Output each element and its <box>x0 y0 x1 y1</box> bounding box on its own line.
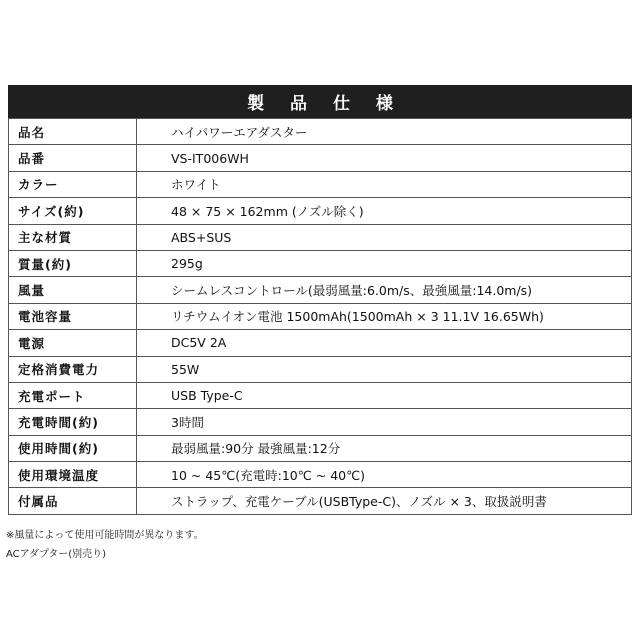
row-label: 充電ポート <box>9 382 137 408</box>
row-label: 質量(約) <box>9 250 137 276</box>
row-value: ハイパワーエアダスター <box>137 119 632 145</box>
table-row <box>9 462 632 488</box>
table-row <box>9 171 632 197</box>
row-label: 使用時間(約) <box>9 435 137 461</box>
table-row <box>9 119 632 145</box>
row-label: 電池容量 <box>9 303 137 329</box>
table-row <box>9 250 632 276</box>
spec-title: 製 品 仕 様 <box>8 85 632 118</box>
row-value: DC5V 2A <box>137 330 632 356</box>
row-value: 10 ~ 45℃(充電時:10℃ ~ 40℃) <box>137 462 632 488</box>
row-label: 風量 <box>9 277 137 303</box>
row-value: シームレスコントロール(最弱風量:6.0m/s、最強風量:14.0m/s) <box>137 277 632 303</box>
row-label: 電源 <box>9 330 137 356</box>
spec-sheet <box>8 85 632 515</box>
table-row <box>9 356 632 382</box>
spec-table <box>8 118 632 515</box>
table-row <box>9 382 632 408</box>
table-row <box>9 224 632 250</box>
table-row <box>9 488 632 514</box>
row-value: USB Type-C <box>137 382 632 408</box>
row-value: ホワイト <box>137 171 632 197</box>
row-label: 主な材質 <box>9 224 137 250</box>
row-label: カラー <box>9 171 137 197</box>
footnotes <box>6 526 204 564</box>
table-row <box>9 145 632 171</box>
row-label: 品番 <box>9 145 137 171</box>
row-label: サイズ(約) <box>9 198 137 224</box>
row-value: 3時間 <box>137 409 632 435</box>
table-row <box>9 277 632 303</box>
row-value: 48 × 75 × 162mm (ノズル除く) <box>137 198 632 224</box>
row-label: 定格消費電力 <box>9 356 137 382</box>
table-row <box>9 409 632 435</box>
row-label: 充電時間(約) <box>9 409 137 435</box>
row-value: ABS+SUS <box>137 224 632 250</box>
table-row <box>9 303 632 329</box>
row-value: 55W <box>137 356 632 382</box>
table-row <box>9 435 632 461</box>
row-label: 品名 <box>9 119 137 145</box>
row-label: 付属品 <box>9 488 137 514</box>
table-row <box>9 198 632 224</box>
footnote-ac-adapter: ACアダプター(別売り) <box>6 549 107 560</box>
table-row <box>9 330 632 356</box>
row-value: 295g <box>137 250 632 276</box>
row-value: ストラップ、充電ケーブル(USBType-C)、ノズル × 3、取扱説明書 <box>137 488 632 514</box>
row-label: 使用環境温度 <box>9 462 137 488</box>
row-value: VS-IT006WH <box>137 145 632 171</box>
footnote-runtime: ※風量によって使用可能時間が異なります。 <box>6 530 204 541</box>
row-value: 最弱風量:90分 最強風量:12分 <box>137 435 632 461</box>
row-value: リチウムイオン電池 1500mAh(1500mAh × 3 11.1V 16.65Wh) <box>137 303 632 329</box>
